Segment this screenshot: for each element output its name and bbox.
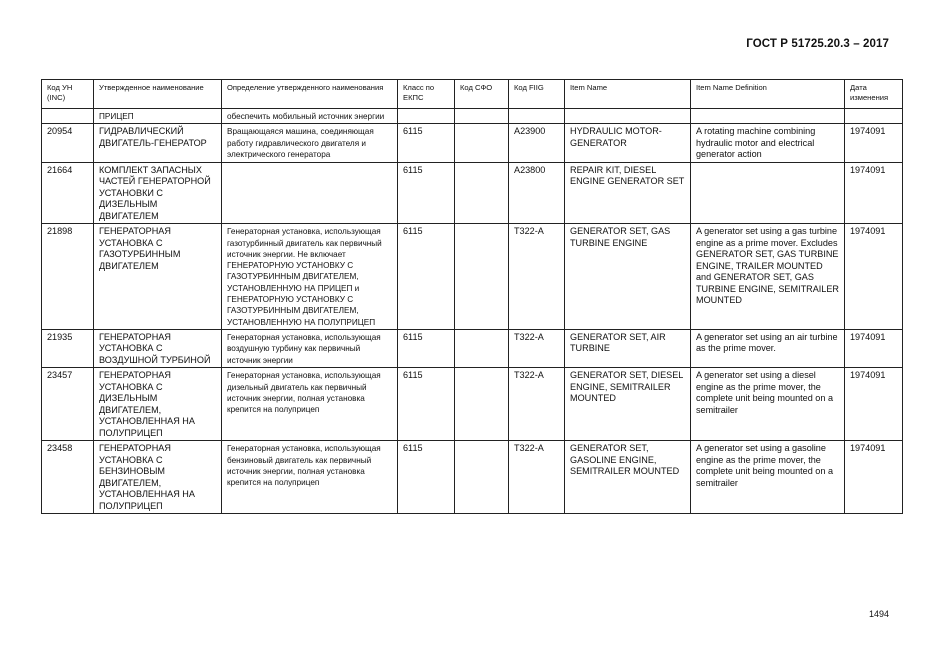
page-number: 1494 [868,609,889,619]
cell-definition [222,162,398,224]
cell-approved-name: КОМПЛЕКТ ЗАПАСНЫХ ЧАСТЕЙ ГЕНЕРАТОРНОЙ УСТАНОВКИ С ДИЗЕЛЬНЫМ ДВИГАТЕЛЕМ [94,162,222,224]
cell-class [398,109,455,124]
col-header-approved-name: Утвержденное наименование [94,80,222,109]
cell-approved-name: ПРИЦЕП [94,109,222,124]
cell-item-definition [691,109,845,124]
cell-sfo [455,441,509,514]
cell-item-name: HYDRAULIC MOTOR-GENERATOR [565,124,691,163]
cell-fiig: T322-A [509,224,565,330]
cell-class: 6115 [398,441,455,514]
table-row [42,441,903,514]
cell-class: 6115 [398,329,455,368]
cell-class: 6115 [398,162,455,224]
cell-definition: Генераторная установка, использующая газотурбинный двигатель как первичный источник энергии. Не включает ГЕНЕРАТОРНУЮ УСТАНОВКУ С ГАЗОТУРБИННЫМ ДВИГАТЕЛЕМ, УСТАНОВЛЕННУЮ НА ПРИЦЕП и ГЕНЕРАТОРНУЮ УСТАНОВКУ С ГАЗОТУРБИННЫМ ДВИГАТЕЛЕМ, УСТАНОВЛЕННУЮ НА ПОЛУПРИЦЕП [222,224,398,330]
cell-class: 6115 [398,124,455,163]
cell-inc: 23457 [42,368,94,441]
col-header-class: Класс по ЕКПС [398,80,455,109]
cell-item-definition: A generator set using a gas turbine engine as a prime mover. Excludes GENERATOR SET, GAS TURBINE ENGINE, TRAILER MOUNTED and GENERATOR SET, GAS TURBINE ENGINE, SEMITRAILER MOUNTED [691,224,845,330]
cell-definition: Генераторная установка, использующая бензиновый двигатель как первичный источник энергии, полная установка крепится на полуприцеп [222,441,398,514]
cell-inc [42,109,94,124]
cell-inc: 21898 [42,224,94,330]
col-header-fiig: Код FIIG [509,80,565,109]
cell-definition: Генераторная установка, использующая воздушную турбину как первичный источник энергии [222,329,398,368]
table-row [42,368,903,441]
cell-inc: 23458 [42,441,94,514]
cell-approved-name: ГЕНЕРАТОРНАЯ УСТАНОВКА С ГАЗОТУРБИННЫМ ДВИГАТЕЛЕМ [94,224,222,330]
cell-item-definition: A generator set using a diesel engine as the prime mover, the complete unit being mounted on a semitrailer [691,368,845,441]
nomenclature-table [41,79,903,514]
cell-item-name: REPAIR KIT, DIESEL ENGINE GENERATOR SET [565,162,691,224]
cell-item-definition: A generator set using a gasoline engine as the prime mover, the complete unit being mounted on a semitrailer [691,441,845,514]
cell-fiig: T322-A [509,441,565,514]
cell-item-definition [691,162,845,224]
table-row [42,224,903,330]
cell-date: 1974091 [845,368,903,441]
cell-fiig: T322-A [509,368,565,441]
cell-inc: 21664 [42,162,94,224]
cell-sfo [455,109,509,124]
cell-date: 1974091 [845,329,903,368]
cell-sfo [455,329,509,368]
cell-definition: обеспечить мобильный источник энергии [222,109,398,124]
cell-date: 1974091 [845,124,903,163]
cell-item-name: GENERATOR SET, AIR TURBINE [565,329,691,368]
cell-item-name: GENERATOR SET, GASOLINE ENGINE, SEMITRAILER MOUNTED [565,441,691,514]
cell-item-name: GENERATOR SET, DIESEL ENGINE, SEMITRAILER MOUNTED [565,368,691,441]
cell-date: 1974091 [845,162,903,224]
cell-approved-name: ГИДРАВЛИЧЕСКИЙ ДВИГАТЕЛЬ-ГЕНЕРАТОР [94,124,222,163]
table-header-row [42,80,903,109]
cell-fiig [509,109,565,124]
cell-class: 6115 [398,368,455,441]
cell-definition: Генераторная установка, использующая дизельный двигатель как первичный источник энергии, полная установка крепится на полуприцеп [222,368,398,441]
cell-approved-name: ГЕНЕРАТОРНАЯ УСТАНОВКА С БЕНЗИНОВЫМ ДВИГАТЕЛЕМ, УСТАНОВЛЕННАЯ НА ПОЛУПРИЦЕП [94,441,222,514]
cell-sfo [455,124,509,163]
cell-inc: 21935 [42,329,94,368]
cell-sfo [455,224,509,330]
col-header-item-name: Item Name [565,80,691,109]
table-row [42,124,903,163]
cell-sfo [455,162,509,224]
cell-item-definition: A rotating machine combining hydraulic motor and electrical generator action [691,124,845,163]
table-row [42,109,903,124]
cell-date [845,109,903,124]
table-row [42,329,903,368]
cell-fiig: A23900 [509,124,565,163]
cell-inc: 20954 [42,124,94,163]
cell-class: 6115 [398,224,455,330]
col-header-definition: Определение утвержденного наименования [222,80,398,109]
cell-fiig: T322-A [509,329,565,368]
col-header-date: Дата изменения [845,80,903,109]
col-header-sfo: Код СФО [455,80,509,109]
cell-item-name: GENERATOR SET, GAS TURBINE ENGINE [565,224,691,330]
cell-date: 1974091 [845,224,903,330]
cell-date: 1974091 [845,441,903,514]
col-header-inc: Код УН (INC) [42,80,94,109]
table-row [42,162,903,224]
cell-sfo [455,368,509,441]
cell-fiig: A23800 [509,162,565,224]
col-header-item-definition: Item Name Definition [691,80,845,109]
cell-item-name [565,109,691,124]
cell-approved-name: ГЕНЕРАТОРНАЯ УСТАНОВКА С ВОЗДУШНОЙ ТУРБИНОЙ [94,329,222,368]
document-header: ГОСТ Р 51725.20.3 – 2017 [746,38,889,50]
cell-approved-name: ГЕНЕРАТОРНАЯ УСТАНОВКА С ДИЗЕЛЬНЫМ ДВИГАТЕЛЕМ, УСТАНОВЛЕННАЯ НА ПОЛУПРИЦЕП [94,368,222,441]
cell-item-definition: A generator set using an air turbine as the prime mover. [691,329,845,368]
cell-definition: Вращающаяся машина, соединяющая работу гидравлического двигателя и электрического генератора [222,124,398,163]
